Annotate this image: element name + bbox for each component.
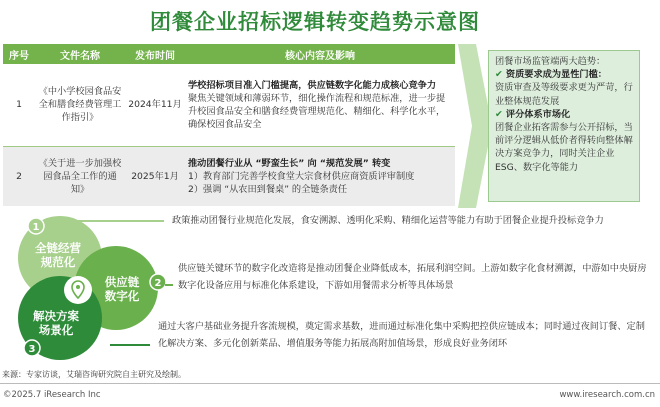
description-1: 政策推动团餐行业规范化发展，食安溯源、透明化采购、精细化运营等能力有助于团餐企业提升投标竞争力 bbox=[172, 215, 604, 226]
number-3: 3 bbox=[28, 344, 36, 355]
row-date: 2025年1月 bbox=[125, 146, 185, 206]
divider-bar-2 bbox=[165, 284, 173, 286]
row-core-line: 聚焦关键领域和薄弱环节，细化操作流程和规范标准，进一步提升校园食品安全和膳食经费管理规范化、精细化、科学化水平，确保校园食品安全 bbox=[188, 92, 446, 130]
label-solutions-2: 场景化 bbox=[38, 323, 74, 337]
source-note: 来源：专家访谈，艾瑞咨询研究院自主研究及绘制。 bbox=[2, 370, 186, 379]
row-date: 2024年11月 bbox=[125, 64, 185, 146]
number-2: 2 bbox=[154, 278, 162, 289]
description-2: 供应链关键环节的数字化改造将是推动团餐企业降低成本，拓展利润空间。上游如数字化食材溯源，中游如中央厨房数字化设备应用与标准化体系建设，下游如用餐需求分析等具体场景 bbox=[178, 263, 647, 291]
label-compliance-2: 规范化 bbox=[40, 255, 76, 269]
row-name: 《中小学校园食品安全和膳食经费管理工作指引》 bbox=[35, 64, 125, 146]
check-icon: ✔ bbox=[495, 69, 503, 81]
trend-intro: 团餐市场监管端两大趋势： bbox=[495, 56, 606, 67]
table-header-row bbox=[3, 44, 455, 64]
trend-2-text: 团餐企业拓客需参与公开招标，当前评分逻辑从低价者得转向整体解决方案竞争力，同时关注企业ESG、数字化等能力 bbox=[495, 122, 633, 173]
row-name: 《关于进一步加强校园食品全工作的通知》 bbox=[35, 146, 125, 206]
divider-bar-1 bbox=[44, 220, 164, 222]
table-row bbox=[3, 146, 455, 206]
trend-1-text: 资质审查及等级要求更为严苛，行业整体规范发展 bbox=[495, 82, 633, 107]
table-row bbox=[3, 64, 455, 146]
policy-table bbox=[3, 44, 455, 206]
row-core bbox=[185, 146, 455, 206]
header-no: 序号 bbox=[3, 44, 35, 64]
label-solutions-1: 解决方案 bbox=[33, 309, 79, 323]
trend-1-title-text: 资质要求成为显性门槛： bbox=[505, 69, 607, 81]
footer-divider bbox=[0, 383, 660, 384]
website-link[interactable]: www.iresearch.com.cn bbox=[559, 390, 655, 400]
number-1: 1 bbox=[32, 222, 40, 233]
trend-2-title bbox=[495, 108, 633, 121]
page-title: 团餐企业招标逻辑转变趋势示意图 bbox=[150, 10, 480, 34]
trend-1-title bbox=[495, 68, 633, 81]
trend-box bbox=[488, 50, 640, 202]
arrow-connector bbox=[458, 44, 492, 208]
trend-2-title-text: 评分体系市场化 bbox=[505, 108, 571, 120]
row-core-title: 推动团餐行业从 “野蛮生长” 向 “规范发展” 转变 bbox=[188, 157, 391, 169]
divider-bar-3 bbox=[110, 344, 150, 346]
row-no: 2 bbox=[3, 146, 35, 206]
description-3: 通过大客户基础业务提升客流规模，奠定需求基数，进而通过标准化集中采购把控供应链成本；同时通过夜间订餐、定制化解决方案、多元化创新菜品、增值服务等能力拓展高附加值场景，形成良好业务闭环 bbox=[158, 321, 645, 349]
label-supply-1: 供应链 bbox=[104, 275, 140, 289]
label-compliance-1: 全链经营 bbox=[35, 241, 81, 255]
row-core-line: 2）强调 “从农田到餐桌” 的全链条责任 bbox=[188, 183, 348, 195]
capability-diagram bbox=[0, 212, 180, 362]
copyright: ©2025.7 iResearch Inc bbox=[3, 390, 101, 400]
label-supply-2: 数字化 bbox=[104, 289, 140, 303]
row-core-title: 学校招标项目准入门槛提高，供应链数字化能力成核心竞争力 bbox=[188, 79, 437, 91]
row-core-line: 1）教育部门完善学校食堂大宗食材供应商资质评审制度 bbox=[188, 170, 415, 182]
row-core bbox=[185, 64, 455, 146]
check-icon: ✔ bbox=[495, 108, 503, 120]
header-name: 文件名称 bbox=[35, 44, 125, 64]
header-date: 发布时间 bbox=[125, 44, 185, 64]
row-no: 1 bbox=[3, 64, 35, 146]
header-core: 核心内容及影响 bbox=[185, 44, 455, 64]
